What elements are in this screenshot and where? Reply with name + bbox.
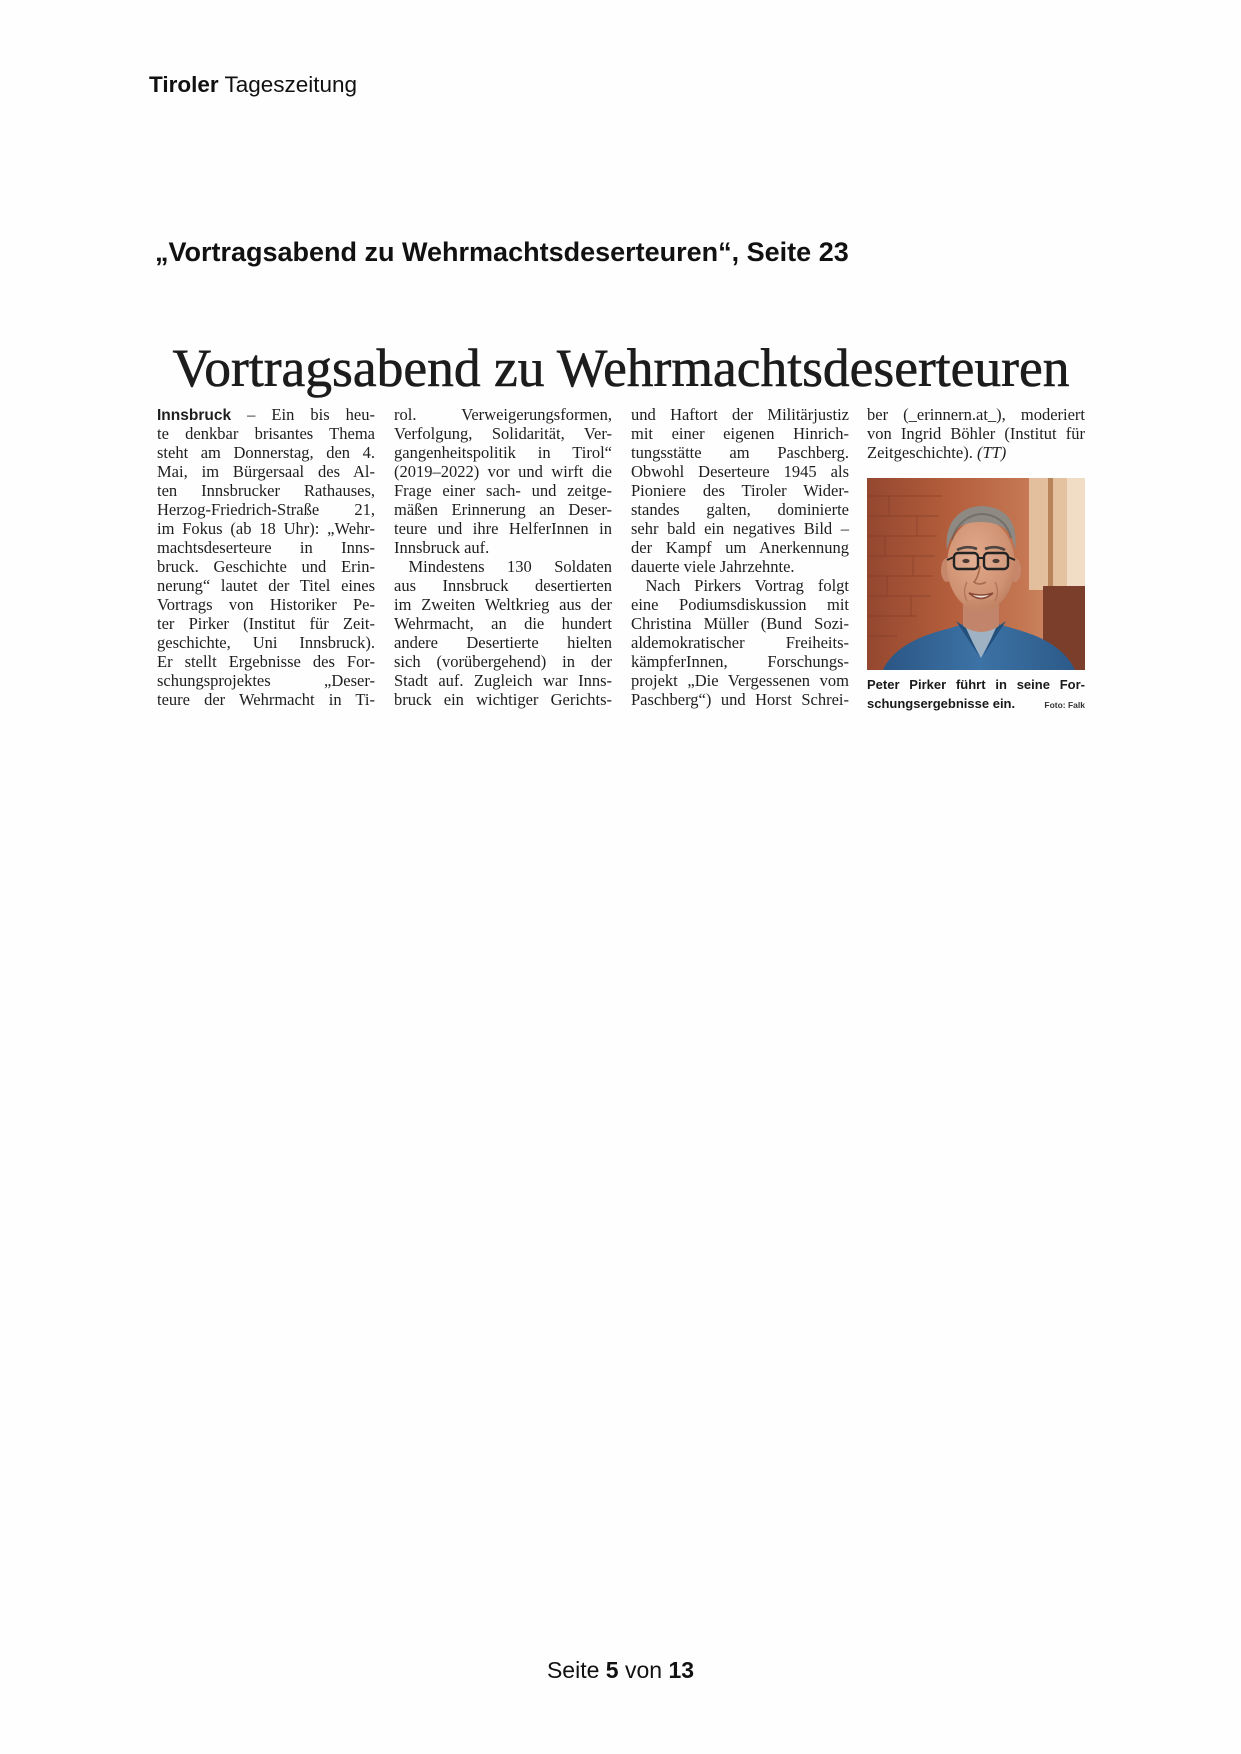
- text-line: und Haftort der Militärjustiz: [631, 405, 849, 424]
- text-line: Obwohl Deserteure 1945 als: [631, 462, 849, 482]
- text-line: gangenheitspolitik in Tirol“: [394, 443, 612, 463]
- text-line: Frage einer sach- und zeitge-: [394, 481, 612, 501]
- caption-line-row: [867, 694, 1085, 715]
- photo-credit: Foto: Falk: [1044, 700, 1085, 710]
- text-line: Vortrags von Historiker Pe-: [157, 595, 375, 615]
- text-line: Herzog-Friedrich-Straße 21,: [157, 500, 375, 520]
- text-line: teure der Wehrmacht in Ti-: [157, 690, 375, 710]
- text-line: kämpferInnen, Forschungs-: [631, 652, 849, 672]
- text-line: schungsprojektes „Deser-: [157, 671, 375, 691]
- caption-line: schungsergebnisse ein.: [867, 696, 1016, 711]
- text-line: rol. Verweigerungsformen,: [394, 405, 612, 424]
- text-line: im Fokus (ab 18 Uhr): „Wehr-: [157, 519, 375, 539]
- current-page: 5: [605, 1657, 619, 1683]
- text-line: standes galten, dominierte: [631, 500, 849, 520]
- text-line: aldemokratischer Freiheits-: [631, 633, 849, 653]
- article-column-2: [394, 405, 612, 710]
- text-line: Stadt auf. Zugleich war Inns-: [394, 671, 612, 691]
- text-line: Innsbruck auf.: [394, 538, 490, 558]
- text-line: sehr bald ein negatives Bild –: [631, 519, 849, 539]
- text-line: mit einer eigenen Hinrich-: [631, 424, 849, 444]
- text-line: bruck. Geschichte und Erin-: [157, 557, 375, 577]
- text-line: von Ingrid Böhler (Institut für: [867, 424, 1085, 444]
- text-line: machtsdeserteure in Inns-: [157, 538, 375, 558]
- text-line: [157, 405, 375, 424]
- text-line: aus Innsbruck desertierten: [394, 576, 612, 596]
- text-line: mäßen Erinnerung an Deser-: [394, 500, 612, 520]
- article-column-4: [867, 405, 1085, 462]
- text-line: [867, 443, 1085, 462]
- portrait-photo: [867, 478, 1085, 670]
- text-line: Mindestens 130 Soldaten: [408, 557, 612, 577]
- page-label: Seite: [546, 1657, 600, 1683]
- author-signature: (TT): [976, 443, 1007, 463]
- text-line: nerung“ lautet der Titel eines: [157, 576, 375, 596]
- text-line-content: – Ein bis heu-: [247, 405, 375, 424]
- page-number: [0, 1657, 1241, 1684]
- newspaper-name-bold: Tiroler: [149, 72, 219, 97]
- newspaper-name: [149, 72, 357, 98]
- glasses-right-lens: [984, 553, 1008, 569]
- text-line: steht am Donnerstag, den 4.: [157, 443, 375, 463]
- text-line: Nach Pirkers Vortrag folgt: [645, 576, 849, 596]
- article-headline: Vortragsabend zu Wehrmachtsdeserteuren: [172, 338, 1070, 398]
- text-line-content: Zeitgeschichte).: [867, 443, 973, 463]
- text-line: im Zweiten Weltkrieg aus der: [394, 595, 612, 615]
- text-line: sich (vorübergehend) in der: [394, 652, 612, 672]
- article-column-1: [157, 405, 375, 710]
- dateline: Innsbruck: [157, 407, 232, 424]
- text-line: Paschberg“) und Horst Schrei-: [631, 690, 849, 710]
- text-line: der Kampf um Anerkennung: [631, 538, 849, 558]
- text-line: Christina Müller (Bund Sozi-: [631, 614, 849, 634]
- page-of-label: von: [624, 1657, 663, 1683]
- text-line: teure und ihre HelferInnen in: [394, 519, 612, 539]
- total-pages: 13: [668, 1657, 695, 1683]
- text-line: Wehrmacht, an die hundert: [394, 614, 612, 634]
- text-line: geschichte, Uni Innsbruck).: [157, 633, 375, 653]
- newspaper-name-regular: Tageszeitung: [224, 72, 358, 97]
- glasses-left-lens: [954, 553, 978, 569]
- photo-caption: [867, 675, 1085, 715]
- text-line: ter Pirker (Institut für Zeit-: [157, 614, 375, 634]
- article-column-3: [631, 405, 849, 710]
- text-line: te denkbar brisantes Thema: [157, 424, 375, 444]
- text-line: ber (_erinnern.at_), moderiert: [867, 405, 1085, 424]
- clipping-title: „Vortragsabend zu Wehrmachtsdeserteuren“, Seite 23: [155, 237, 849, 267]
- text-line: (2019–2022) vor und wirft die: [394, 462, 612, 482]
- caption-line: Peter Pirker führt in seine For-: [867, 677, 1085, 692]
- text-line: dauerte viele Jahrzehnte.: [631, 557, 795, 577]
- text-line: Verfolgung, Solidarität, Ver-: [394, 424, 612, 444]
- text-line: andere Desertierte hielten: [394, 633, 612, 653]
- text-line: Pioniere des Tiroler Wider-: [631, 481, 849, 501]
- portrait-photo-image: [867, 478, 1085, 670]
- text-line: tungsstätte am Paschberg.: [631, 443, 849, 463]
- text-line: ten Innsbrucker Rathauses,: [157, 481, 375, 501]
- text-line: Mai, im Bürgersaal des Al-: [157, 462, 375, 482]
- text-line: eine Podiumsdiskussion mit: [631, 595, 849, 615]
- text-line: Er stellt Ergebnisse des For-: [157, 652, 375, 672]
- text-line: bruck ein wichtiger Gerichts-: [394, 690, 612, 710]
- text-line: projekt „Die Vergessenen vom: [631, 671, 849, 691]
